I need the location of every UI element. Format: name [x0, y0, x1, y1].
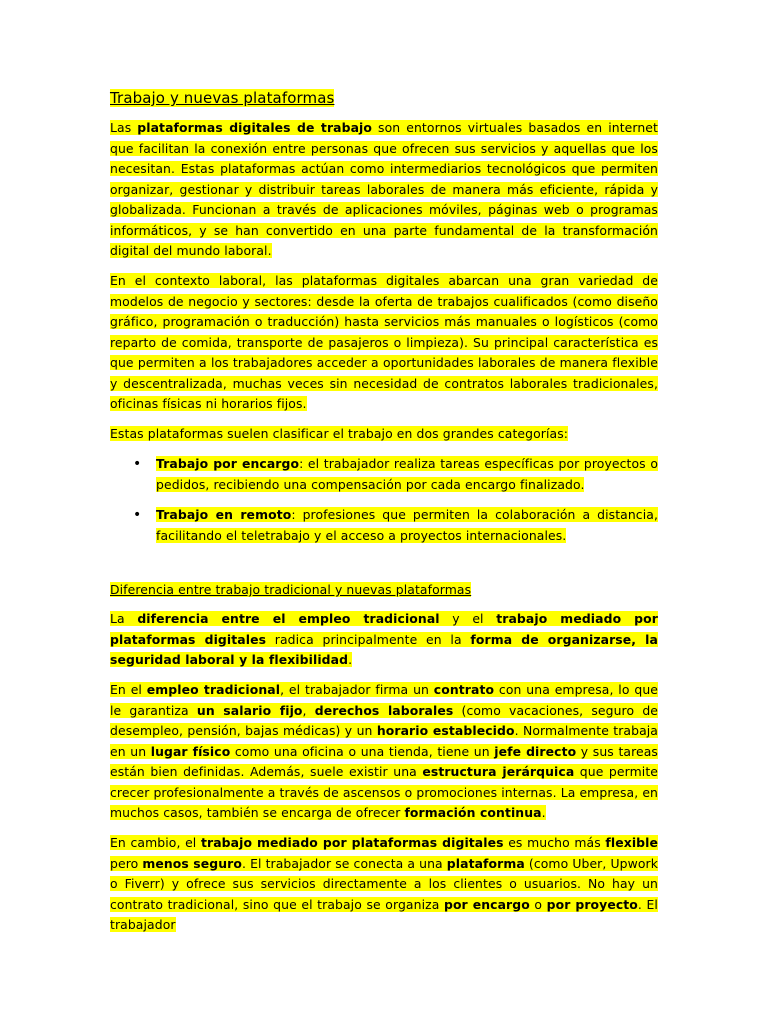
text-run: radica principalmente en la — [266, 631, 471, 647]
bold-text: por proyecto — [546, 896, 638, 912]
text-run: . — [348, 652, 353, 667]
text-run: son entornos virtuales basados en internet que facilitan la conexión entre personas que ofrecen sus servicios y aquellas que los necesitan. Estas plataformas actúan como intermediarios tecnológicos que permiten organizar, gestionar y distribuir tareas laborales de manera más eficiente, rápida y globalizada. Funcionan a través de aplicaciones móviles, páginas web o programas informáticos, y se han convertido en una parte fundamental de la transformación digital del mundo laboral. — [110, 120, 658, 258]
text-run: o — [529, 896, 547, 912]
bold-text: un salario fijo — [196, 702, 303, 718]
paragraph-4-runs — [110, 611, 658, 667]
paragraph-5-runs — [110, 682, 658, 820]
text-run: con una empresa, lo que le garantiza — [110, 682, 658, 718]
bold-text: trabajo mediado por plataformas digitales — [110, 611, 658, 647]
paragraph-3 — [110, 424, 658, 445]
bold-text: plataforma — [446, 855, 525, 871]
category-list — [110, 454, 658, 546]
text-run: (como vacaciones, seguro de desempleo, pensión, bajas médicas) y un — [110, 702, 659, 738]
text-run: es mucho más — [503, 835, 606, 850]
text-run: que permite crecer profesionalmente a través de ascensos o promociones internas. La empresa, en muchos casos, también se encarga de ofrecer — [110, 764, 658, 820]
text-run: . El trabajador se conecta a una — [241, 855, 447, 871]
bold-text: trabajo mediado por plataformas digitales — [200, 835, 504, 850]
text-run: La — [110, 611, 138, 626]
text-run: . — [541, 805, 546, 820]
text-run: Las — [110, 120, 138, 135]
list-item-term: Trabajo en remoto — [156, 507, 292, 522]
bold-text: menos seguro — [142, 855, 242, 871]
text-run: pero — [110, 855, 143, 871]
paragraph-2 — [110, 271, 658, 415]
text-run: En cambio, el — [110, 835, 201, 850]
text-run: como una oficina o una tienda, tiene un — [230, 743, 495, 759]
bold-text: por encargo — [443, 896, 530, 912]
list-item — [156, 505, 658, 546]
bold-text: contrato — [433, 682, 495, 697]
paragraph-6 — [110, 833, 658, 936]
bold-text: diferencia entre el empleo tradicional — [137, 611, 440, 626]
text-run: , el trabajador firma un — [280, 682, 434, 697]
paragraph-6-runs — [110, 835, 658, 932]
bold-text: forma de organizarse, la seguridad laboral y la flexibilidad — [110, 631, 658, 667]
paragraph-2-text: En el contexto laboral, las plataformas digitales abarcan una gran variedad de modelos de negocio y sectores: desde la oferta de trabajos cualificados (como diseño gráfico, programación o traducción) hasta servicios más manuales o logísticos (como reparto de comida, transporte de pasajeros o limpieza). Su principal característica es que permiten a los trabajadores acceder a oportunidades laborales de manera flexible y descentralizada, muchas veces sin necesidad de contratos laborales tradicionales, oficinas físicas ni horarios fijos. — [110, 273, 658, 411]
text-run: , — [302, 702, 315, 718]
bold-text: plataformas digitales de trabajo — [137, 120, 373, 135]
bold-text: derechos laborales — [314, 702, 454, 718]
paragraph-4 — [110, 609, 658, 671]
list-item-text: : el trabajador realiza tareas específicas por proyectos o pedidos, recibiendo una compensación por cada encargo finalizado. — [156, 456, 658, 492]
bold-text: horario establecido — [376, 723, 515, 738]
text-run: En el — [110, 682, 147, 697]
text-run: y sus tareas están bien definidas. Además, suele existir una — [110, 743, 658, 779]
paragraph-5 — [110, 680, 658, 824]
paragraph-1-runs — [110, 120, 658, 258]
list-item-term: Trabajo por encargo — [156, 456, 300, 471]
text-run: (como Uber, Upwork o Fiverr) y ofrece sus servicios directamente a los clientes o usuarios. No hay un contrato tradicional, sino que el trabajo se organiza — [110, 855, 658, 912]
section-subtitle: Diferencia entre trabajo tradicional y nuevas plataformas — [110, 582, 472, 597]
text-run: . El trabajador — [110, 896, 658, 932]
bold-text: empleo tradicional — [146, 682, 281, 697]
document-title: Trabajo y nuevas plataformas — [110, 89, 335, 107]
bold-text: jefe directo — [494, 743, 577, 759]
paragraph-1 — [110, 118, 658, 262]
list-item-text: : profesiones que permiten la colaboración a distancia, facilitando el teletrabajo y el acceso a proyectos internacionales. — [156, 507, 658, 543]
list-item — [156, 454, 658, 495]
paragraph-3-text: Estas plataformas suelen clasificar el trabajo en dos grandes categorías: — [110, 426, 569, 441]
document-body — [110, 88, 658, 945]
bold-text: flexible — [605, 835, 658, 850]
bold-text: formación continua — [404, 805, 542, 820]
bold-text: estructura jerárquica — [422, 764, 575, 779]
bold-text: lugar físico — [150, 743, 231, 759]
text-run: . Normalmente trabaja en un — [110, 723, 658, 759]
text-run: y el — [439, 611, 497, 626]
